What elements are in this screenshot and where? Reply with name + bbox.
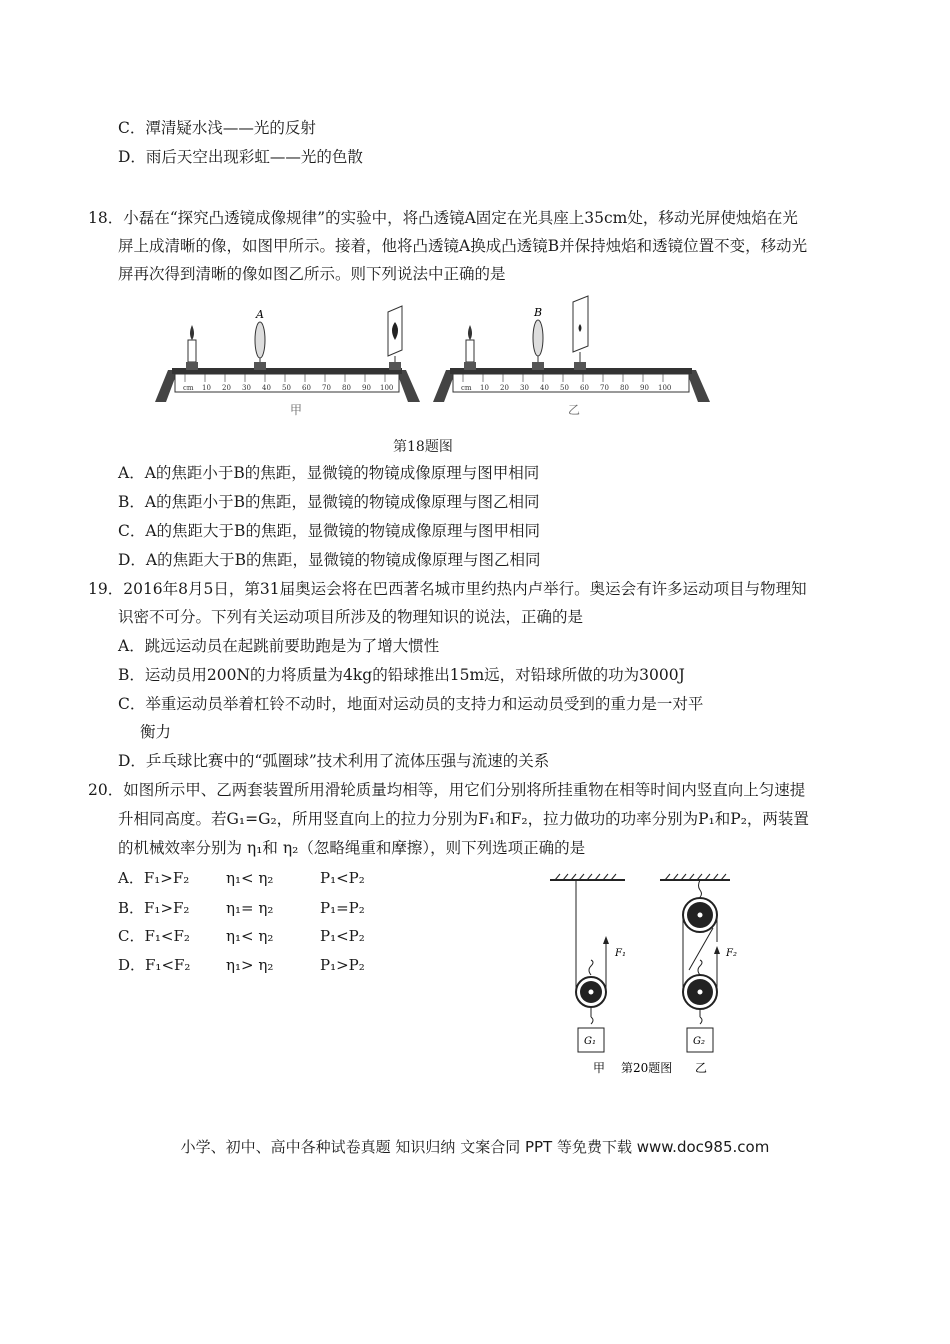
footer-ad-text: 小学、初中、高中各种试卷真题 知识归纳 文案合同 PPT 等免费下载 www.doc985.com	[180, 1138, 770, 1156]
q19-option-c: C．举重运动员举着杠铃不动时，地面对运动员的支持力和运动员受到的重力是一对平	[118, 695, 704, 713]
svg-text:20: 20	[500, 384, 509, 392]
q17-option-d: D．雨后天空出现彩虹——光的色散	[118, 148, 363, 166]
svg-text:乙: 乙	[568, 403, 581, 417]
svg-text:G₁: G₁	[584, 1036, 596, 1047]
svg-text:80: 80	[620, 384, 629, 392]
svg-text:B: B	[534, 306, 543, 319]
bench-jia	[155, 306, 420, 417]
q18-stem-line1: 18．小磊在“探究凸透镜成像规律”的实验中，将凸透镜A固定在光具座上35cm处，移动光屏使烛焰在光	[88, 209, 798, 227]
svg-text:乙: 乙	[695, 1061, 708, 1075]
q19-option-d: D．乒乓球比赛中的“弧圈球”技术利用了流体压强与流速的关系	[118, 752, 550, 770]
q19-stem-line1: 19．2016年8月5日，第31届奥运会将在巴西著名城市里约热内卢举行。奥运会有许多运动项目与物理知	[88, 580, 807, 598]
svg-text:40: 40	[262, 384, 271, 392]
q18-option-b: B．A的焦距小于B的焦距，显微镜的物镜成像原理与图乙相同	[118, 493, 540, 511]
svg-text:50: 50	[560, 384, 569, 392]
svg-text:90: 90	[640, 384, 649, 392]
svg-text:100: 100	[658, 384, 672, 392]
svg-text:40: 40	[540, 384, 549, 392]
q20-stem-line2: 升相同高度。若G₁=G₂，所用竖直向上的拉力分别为F₁和F₂，拉力做功的功率分别为P₁和P₂，两装置	[118, 810, 809, 828]
q20-pulley-figure	[545, 870, 755, 1080]
svg-text:F₂: F₂	[726, 948, 737, 959]
svg-text:A: A	[256, 308, 264, 321]
q20-stem-line3: 的机械效率分别为 η₁和 η₂（忽略绳重和摩擦），则下列选项正确的是	[118, 839, 586, 857]
svg-text:70: 70	[600, 384, 609, 392]
svg-text:80: 80	[342, 384, 351, 392]
svg-text:30: 30	[520, 384, 529, 392]
svg-text:30: 30	[242, 384, 251, 392]
svg-text:10: 10	[480, 384, 489, 392]
svg-text:G₂: G₂	[693, 1036, 705, 1047]
svg-text:F₁: F₁	[615, 948, 626, 959]
svg-text:70: 70	[322, 384, 331, 392]
svg-text:10: 10	[202, 384, 211, 392]
svg-text:cm: cm	[183, 384, 194, 392]
q17-option-c: C．潭清疑水浅——光的反射	[118, 119, 316, 137]
svg-text:cm: cm	[461, 384, 472, 392]
q19-stem-line2: 识密不可分。下列有关运动项目所涉及的物理知识的说法，正确的是	[118, 608, 584, 626]
q19-option-c-continued: 衡力	[140, 723, 172, 741]
q18-figure-caption: 第18题图	[393, 439, 453, 455]
svg-text:60: 60	[302, 384, 311, 392]
q18-stem-line2: 屏上成清晰的像，如图甲所示。接着，他将凸透镜A换成凸透镜B并保持烛焰和透镜位置不变，移动光	[118, 237, 808, 255]
svg-text:甲: 甲	[290, 403, 303, 417]
svg-text:第20题图: 第20题图	[621, 1061, 673, 1075]
svg-text:甲: 甲	[593, 1061, 606, 1075]
q18-option-c: C．A的焦距大于B的焦距，显微镜的物镜成像原理与图甲相同	[118, 522, 540, 540]
q19-option-b: B．运动员用200N的力将质量为4kg的铅球推出15m远，对铅球所做的功为3000J	[118, 666, 685, 684]
svg-text:100: 100	[380, 384, 394, 392]
q18-optical-bench-figure	[150, 290, 710, 420]
bench-yi	[433, 296, 710, 417]
svg-text:20: 20	[222, 384, 231, 392]
q19-option-a: A．跳远运动员在起跳前要助跑是为了增大惯性	[118, 637, 440, 655]
q20-stem-line1: 20．如图所示甲、乙两套装置所用滑轮质量均相等，用它们分别将所挂重物在相等时间内竖直向上匀速提	[88, 781, 806, 799]
svg-text:60: 60	[580, 384, 589, 392]
q18-option-d: D．A的焦距大于B的焦距，显微镜的物镜成像原理与图乙相同	[118, 551, 541, 569]
q18-option-a: A．A的焦距小于B的焦距，显微镜的物镜成像原理与图甲相同	[118, 464, 540, 482]
svg-text:50: 50	[282, 384, 291, 392]
q18-stem-line3: 屏再次得到清晰的像如图乙所示。则下列说法中正确的是	[118, 265, 506, 283]
svg-text:90: 90	[362, 384, 371, 392]
